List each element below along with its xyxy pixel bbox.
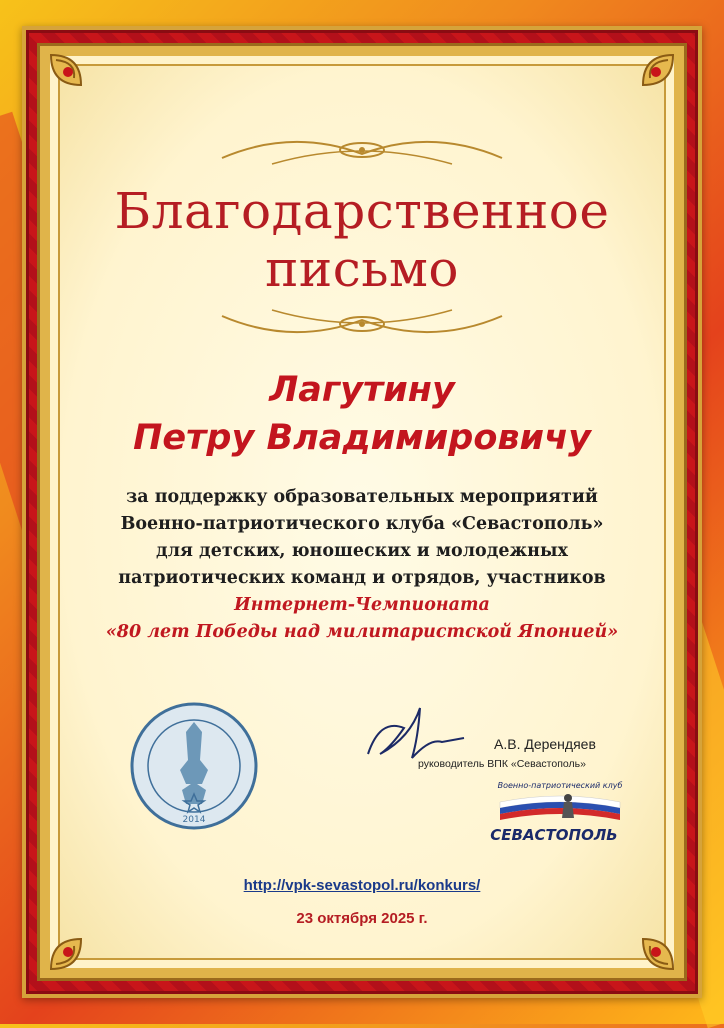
body-line: патриотических команд и отрядов, участников [118, 568, 606, 588]
recipient-name: Петру Владимировичу [133, 418, 591, 458]
certificate-body [60, 484, 664, 646]
recipient-surname: Лагутину [269, 370, 455, 410]
corner-ornament [608, 50, 678, 120]
bottom-flourish [212, 300, 512, 346]
top-flourish [212, 128, 512, 174]
body-line: для детских, юношеских и молодежных [156, 541, 568, 561]
body-line: за поддержку образовательных мероприятий [126, 487, 598, 507]
logo-caption: Военно-патриотический клуб [497, 781, 623, 790]
body-line: Военно-патриотического клуба «Севастополь» [120, 514, 604, 534]
seal-year: 2014 [182, 815, 206, 825]
signer-role: руководитель ВПК «Севастополь» [418, 758, 586, 770]
contest-link[interactable]: http://vpk-sevastopol.ru/konkurs/ [243, 877, 481, 894]
signer-name: А.В. Дерендяев [494, 736, 596, 752]
title-line-2: письмо [265, 240, 459, 298]
logo-name: СЕВАСТОПОЛЬ [490, 826, 618, 844]
club-seal-icon [128, 700, 260, 832]
event-name-line: «80 лет Победы над милитаристской Японией» [105, 622, 619, 642]
corner-ornament [46, 50, 116, 120]
event-name-line: Интернет-Чемпионата [234, 595, 490, 615]
title-line-1: Благодарственное [114, 182, 610, 240]
club-logo [490, 778, 630, 846]
issue-date: 23 октября 2025 г. [296, 910, 428, 927]
